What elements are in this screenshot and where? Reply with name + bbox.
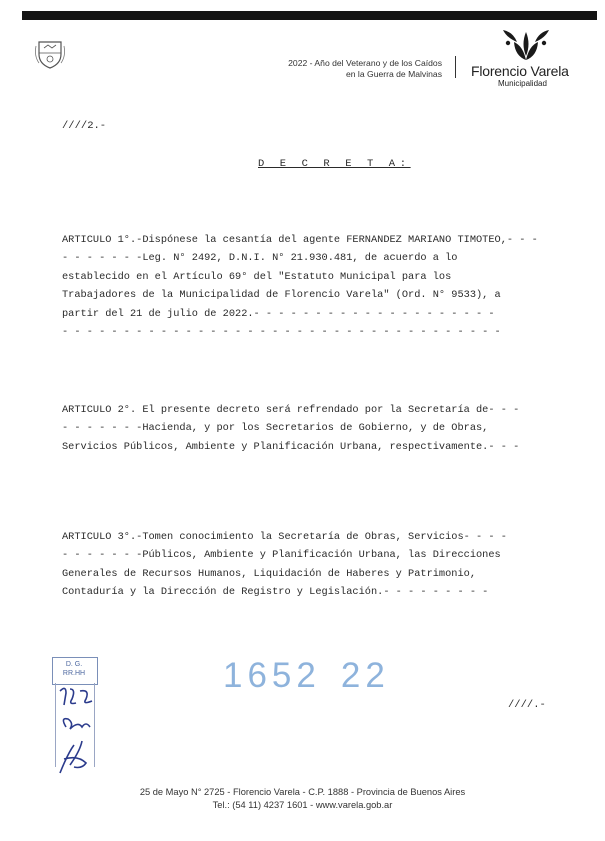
municipality-subtitle: Municipalidad bbox=[498, 79, 547, 88]
stamp-line-2: RR.HH bbox=[62, 670, 86, 677]
article-line: ARTICULO 3°.-Tomen conocimiento la Secretaría de Obras, Servicios- - - - bbox=[62, 531, 507, 543]
year-motto bbox=[288, 58, 442, 80]
hr-stamp-text bbox=[52, 660, 96, 678]
decree-year: 22 bbox=[340, 656, 390, 695]
coat-of-arms-icon bbox=[33, 36, 67, 70]
article-line: Contaduría y la Dirección de Registro y Legislación.- - - - - - - - - bbox=[62, 586, 489, 599]
motto-line-1: 2022 - Año del Veterano y de los Caídos bbox=[288, 58, 442, 68]
article-line: ARTICULO 2°. El presente decreto será refrendado por la Secretaría de- - - bbox=[62, 404, 520, 416]
article-line: - - - - - - - - - - - - - - - - - - - - - - - - - - - - - - - - - - - - bbox=[62, 326, 501, 339]
article-1 bbox=[62, 231, 548, 341]
article-line: - - - - - - -Leg. N° 2492, D.N.I. N° 21.930.481, de acuerdo a lo bbox=[62, 252, 458, 265]
article-line: partir del 21 de julio de 2022.- - - - - - - - - - - - - - - - - - - - bbox=[62, 307, 495, 320]
article-line: - - - - - - -Hacienda, y por los Secretarios de Gobierno, y de Obras, bbox=[62, 422, 489, 435]
page-reference: ////2.- bbox=[62, 120, 107, 132]
article-2 bbox=[62, 401, 548, 456]
footer-address: 25 de Mayo N° 2725 - Florencio Varela - C.P. 1888 - Provincia de Buenos Aires bbox=[139, 787, 466, 797]
municipal-logo-icon bbox=[497, 28, 555, 62]
header-bar bbox=[22, 11, 597, 20]
footer-contact: Tel.: (54 11) 4237 1601 - www.varela.gob.ar bbox=[212, 800, 393, 810]
article-3 bbox=[62, 528, 548, 602]
logo-divider bbox=[455, 56, 456, 78]
article-line: ARTICULO 1°.-Dispónese la cesantía del agente FERNANDEZ MARIANO TIMOTEO,- - - bbox=[62, 234, 538, 246]
article-line: - - - - - - -Públicos, Ambiente y Planificación Urbana, las Direcciones bbox=[62, 549, 501, 562]
handwritten-initials bbox=[52, 683, 102, 778]
motto-line-2: en la Guerra de Malvinas bbox=[345, 69, 442, 79]
decree-number-stamp bbox=[223, 656, 390, 696]
decree-number: 1652 bbox=[223, 656, 321, 695]
article-line: Servicios Públicos, Ambiente y Planificación Urbana, respectivamente.- - - bbox=[62, 440, 520, 453]
municipality-name: Florencio Varela bbox=[471, 63, 569, 79]
continuation-mark: ////.- bbox=[508, 699, 546, 711]
article-line: Trabajadores de la Municipalidad de Florencio Varela" (Ord. N° 9533), a bbox=[62, 289, 501, 302]
decree-title: D E C R E T A: bbox=[258, 158, 411, 170]
article-line: establecido en el Artículo 69° del "Estatuto Municipal para los bbox=[62, 270, 452, 283]
article-line: Generales de Recursos Humanos, Liquidación de Haberes y Patrimonio, bbox=[62, 567, 477, 580]
stamp-line-1: D. G. bbox=[65, 661, 83, 668]
